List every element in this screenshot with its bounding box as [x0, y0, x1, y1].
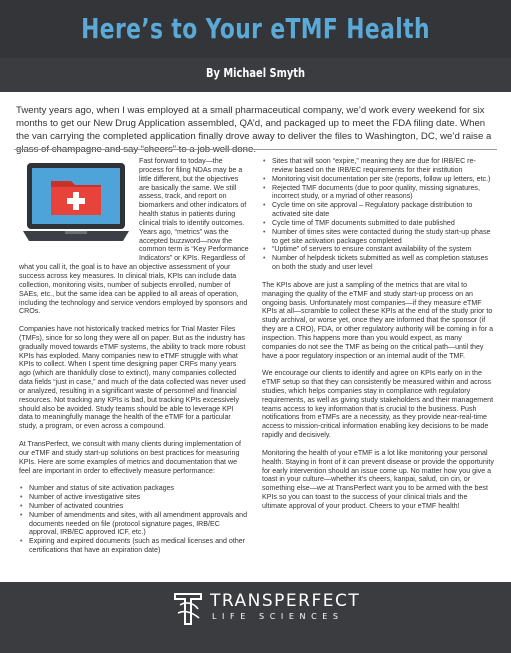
left-paragraph-1: Fast forward to today—the process for filing NDAs may be a little different, but the objectives are basically the same. We still assess, track, and report on biomarkers and other indicators of health status in patients during clinical trials to identify outcomes. Years ago, “metrics” was the accepted buzzword—now the common term is “Key Performance Indicators” or KPIs. Regardless of what you call it, the goal is to have an objective assessment of your success across key measures. In clinical trials, KPIs can include data collection, monitoring visits, number of subjects enrolled, number of SAEs, etc., but the same idea can be applied to all areas of operation, including the technology and service vendors employed by sponsors and CROs. [19, 157, 249, 316]
intro-paragraph: Twenty years ago, when I was employed at a small pharmaceutical company, we’d work every weekend for six months to get our New Drug Application assembled, QA’d, and packaged up to meet the FDA filing date. When the van carrying the completed application finally drove away to deliver the files to Washington, DC, we’d raise a [16, 105, 492, 142]
list-item: • “Uptime” of servers to ensure constant availability of the system [262, 245, 494, 254]
list-item: • Cycle time of TMF documents submitted to date published [262, 219, 494, 228]
list-item: • Number of amendments and sites, with all amendment approvals and documents needed on file (protocol signature pages, IRB/EC approval, IRB/EC approved ICF, etc.) [19, 511, 249, 538]
author-byline: By Michael Smyth [206, 66, 305, 80]
right-paragraph-3: Monitoring the health of your eTMF is a lot like monitoring your personal health. Staying in front of it can prevent disease or provide the opportunity for early intervention should an issue come up. No matter how you give a toast in your culture—whether it’s cheers, kanpai, salud, cin cin, or something else—we at TransPerfect want you to be armed with the best KPIs so you can toast to the success of your clinical trials and the ultimate approval of your product. Cheers to your eTMF health! [262, 448, 494, 510]
list-item: • Number and status of site activation packages [19, 484, 249, 493]
list-item: • Number of activated countries [19, 502, 249, 511]
page-title: Here’s to Your eTMF Health [81, 12, 430, 45]
list-item: • Number of helpdesk tickets submitted as well as completion statuses on both the study and user level [262, 254, 494, 272]
list-item: • Monitoring visit documentation per site (reports, follow up letters, etc.) [262, 175, 494, 184]
kpi-list-left [19, 484, 249, 555]
kpi-list-right [262, 157, 494, 272]
laptop-medical-folder-icon [19, 157, 133, 255]
right-paragraph-2: We encourage our clients to identify and agree on KPIs early on in the eTMF setup so that they can consistently be measured within and across studies, which helps companies stay in compliance with regulatory requirements, as well as giving study stakeholders and their management teams access to key information that is crucial to the business. Push notifications from eTMFs are a necessity, as they provide near-real-time access to mission-critical information enabling key decisions to be made rapidly and decisively. [262, 369, 494, 440]
brand-name: TRANSPERFECT [210, 591, 361, 611]
transperfect-logo-icon [172, 591, 204, 627]
list-item: • Cycle time on site approval – Regulatory package distribution to activated site date [262, 201, 494, 219]
list-item: • Expiring and expired documents (such as medical licenses and other certifications that have an expiration date) [19, 537, 249, 555]
brand-division: LIFE SCIENCES [212, 612, 344, 621]
list-item: • Rejected TMF documents (due to poor quality, missing signatures, incorrect study, or a myriad of other reasons) [262, 184, 494, 202]
right-column [262, 157, 494, 511]
list-item: • Number of active investigative sites [19, 493, 249, 502]
left-column [19, 157, 249, 555]
list-item: • Number of times sites were contacted during the study start-up phase to get site activation packages completed [262, 228, 494, 246]
list-item: • Sites that will soon “expire,” meaning they are due for IRB/EC re-review based on the IRB/EC requirements for their institution [262, 157, 494, 175]
left-paragraph-3: At TransPerfect, we consult with many clients during implementation of our eTMF and study start-up solutions on best practices for measuring KPIs. Here are some examples of metrics and documentation that we feel are important in order to effectively measure performance: [19, 440, 241, 475]
left-paragraph-2: Companies have not historically tracked metrics for Trial Master Files (TMFs), since for so long they were all on paper. But as the industry has gradually moved towards eTMF systems, the ability to track more robust KPIs has exploded. Many companies new to eTMF struggle with what KPIs to collect. When I spent time designing paper CRFs many years ago (which are thankfully close to extinct), many companies collected data fields “just in case,” and much of the data collected was never used or analyzed, resulting in a significant waste of personnel and financial resources. Not tracking any KPIs is bad, but tracking KPIs excessively should also be avoided. Study teams should be able to leverage KPI data to meaningfully manage the health of the eTMF for a particular study, a program, or even across a compound. [19, 325, 246, 431]
divider [14, 149, 497, 150]
right-paragraph-1: The KPIs above are just a sampling of the metrics that are vital to managing the quality of the eTMF and study start-up process on an ongoing basis. Unfortunately most companies—if they measure eTMF KPIs at all—scramble to collect these KPIs at the end of the study prior to study archival, or worse yet, once they are informed that the sponsor (if they are a CRO), FDA, or other regulatory authority will be coming in for a inspection. This happens more than you would expect, as many companies do not see the TMF as being on the critical path—until they have a poor regulatory inspection or an internal audit of the TMF. [262, 280, 494, 360]
